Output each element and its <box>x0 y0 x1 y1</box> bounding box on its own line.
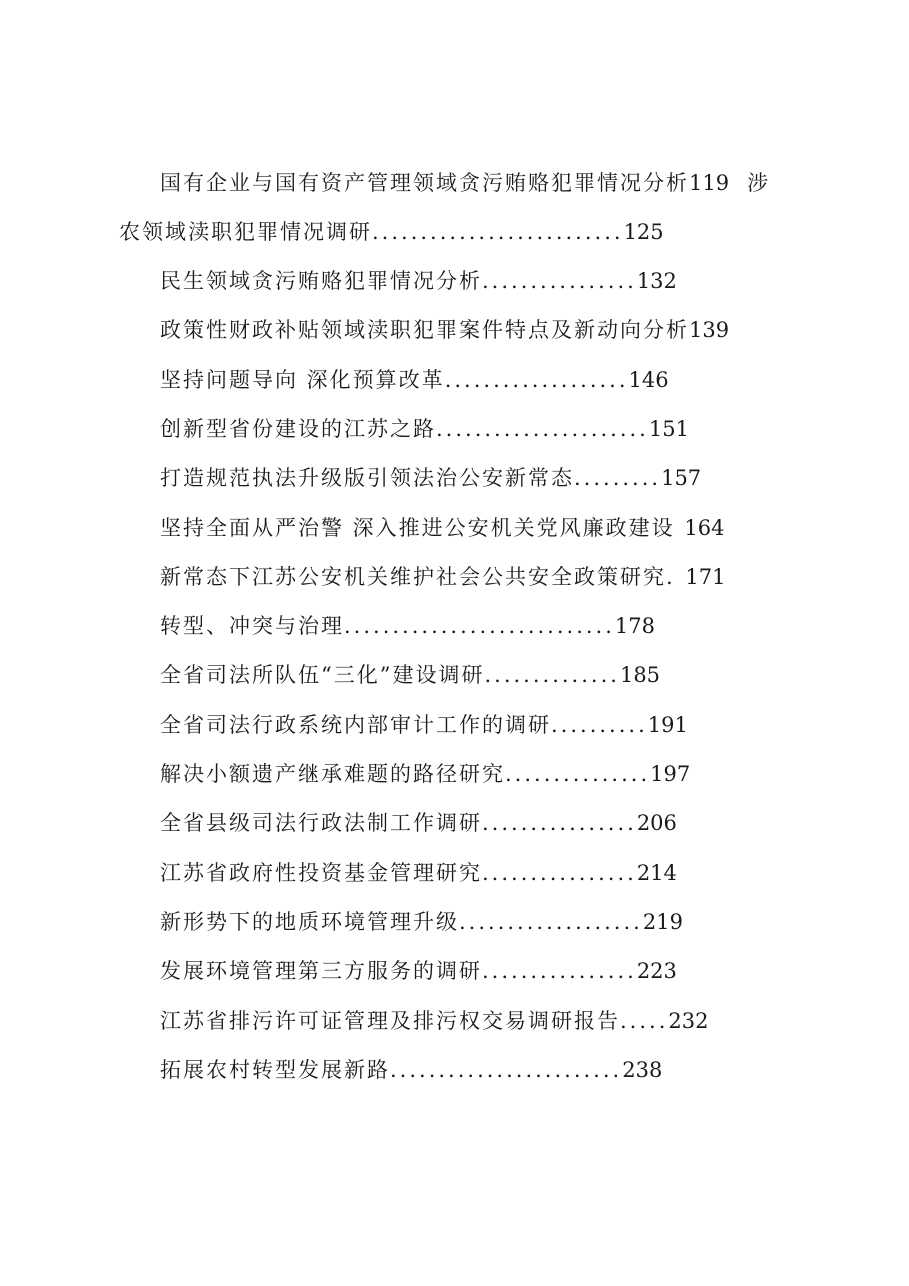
toc-entry-page: 219 <box>642 910 683 934</box>
toc-entry-title: 全省司法行政系统内部审计工作的调研 <box>160 713 551 737</box>
toc-entry-title: 坚持全面从严治警 深入推进公安机关党风廉政建设 <box>160 516 675 540</box>
toc-entry-leader: . <box>666 565 686 589</box>
toc-entry-leader: .......... <box>551 713 648 737</box>
toc-entry-leader: .............. <box>484 663 620 687</box>
toc-entry <box>160 606 655 646</box>
toc-entry-leader: ................... <box>444 368 629 392</box>
toc-entry-page: 214 <box>636 861 677 885</box>
toc-entry <box>160 360 669 400</box>
toc-entry-page: 125 <box>623 220 664 244</box>
toc-entry-title: 江苏省政府性投资基金管理研究 <box>160 861 482 885</box>
toc-entry-2-wrap <box>119 212 664 252</box>
toc-entry-leader: ................ <box>482 861 637 885</box>
toc-entry <box>160 1050 662 1090</box>
toc-entry-page: 146 <box>628 368 669 392</box>
toc-entry-title: 新常态下江苏公安机关维护社会公共安全政策研究 <box>160 565 666 589</box>
toc-entry-page: 232 <box>668 1009 709 1033</box>
toc-entry-carry-over: 涉 <box>747 171 771 195</box>
toc-entry <box>160 508 724 548</box>
toc-entry-leader: .......................... <box>372 220 624 244</box>
toc-entry <box>160 951 677 991</box>
toc-entry-page: 191 <box>647 713 688 737</box>
toc-entry <box>160 803 677 843</box>
toc-entry-title: 转型、冲突与治理 <box>160 614 344 638</box>
toc-entry-leader: ............................ <box>344 614 615 638</box>
toc-entry-page: 132 <box>636 269 677 293</box>
toc-entry-page: 223 <box>636 959 677 983</box>
toc-entry-page: 178 <box>614 614 656 638</box>
toc-entry-title: 新形势下的地质环境管理升级 <box>160 910 459 934</box>
toc-entry-title: 全省县级司法行政法制工作调研 <box>160 811 482 835</box>
toc-entry-page: 238 <box>622 1058 663 1082</box>
toc-entry-leader: ................... <box>459 910 643 934</box>
toc-entry-leader: ......... <box>574 466 662 490</box>
toc-entry-title: 全省司法所队伍“三化”建设调研 <box>160 663 485 687</box>
toc-entry <box>160 310 729 350</box>
toc-entry-page: 171 <box>685 565 726 589</box>
toc-entry-page: 185 <box>619 663 661 687</box>
toc-entry <box>160 261 677 301</box>
toc-entry <box>160 705 688 745</box>
toc-entry-leader <box>675 516 685 540</box>
toc-entry-title: 农领域渎职犯罪情况调研 <box>119 220 372 244</box>
toc-entry-title: 坚持问题导向 深化预算改革 <box>160 368 445 392</box>
toc-entry <box>160 557 725 597</box>
toc-entry-title: 拓展农村转型发展新路 <box>160 1058 390 1082</box>
toc-entry-1 <box>160 163 770 203</box>
toc-entry <box>160 655 660 695</box>
toc-entry-title: 江苏省排污许可证管理及排污权交易调研报告 <box>160 1009 620 1033</box>
toc-entry-leader: ................ <box>482 959 637 983</box>
toc-entry-page: 206 <box>636 811 677 835</box>
toc-entry-title: 发展环境管理第三方服务的调研 <box>160 959 482 983</box>
toc-entry-leader: ........................ <box>390 1058 623 1082</box>
toc-entry-title: 解决小额遗产继承难题的路径研究 <box>160 762 505 786</box>
toc-entry <box>160 458 701 498</box>
toc-entry-page: 151 <box>648 417 689 441</box>
toc-entry-title: 打造规范执法升级版引领法治公安新常态 <box>160 466 574 490</box>
toc-entry-leader: ............... <box>505 762 651 786</box>
toc-entry-page: 197 <box>650 762 691 786</box>
toc-entry-page: 157 <box>661 466 702 490</box>
toc-entry-page: 139 <box>689 318 730 342</box>
toc-entry <box>160 409 689 449</box>
toc-entry-title: 国有企业与国有资产管理领域贪污贿赂犯罪情况分析 <box>160 171 689 195</box>
toc-entry-title: 政策性财政补贴领域渎职犯罪案件特点及新动向分析 <box>160 318 689 342</box>
toc-entry <box>160 1001 708 1041</box>
toc-entry-title: 创新型省份建设的江苏之路 <box>160 417 436 441</box>
toc-entry <box>160 853 677 893</box>
toc-entry-page: 119 <box>689 171 730 195</box>
toc-entry-leader: ...................... <box>436 417 649 441</box>
toc-entry-title: 民生领域贪污贿赂犯罪情况分析 <box>160 269 482 293</box>
toc-entry <box>160 754 690 794</box>
toc-entry-leader: ..... <box>620 1009 669 1033</box>
toc-entry-page: 164 <box>684 516 725 540</box>
toc-entry <box>160 902 683 942</box>
toc-entry-leader: ................ <box>482 269 637 293</box>
toc-entry-leader: ................ <box>482 811 637 835</box>
